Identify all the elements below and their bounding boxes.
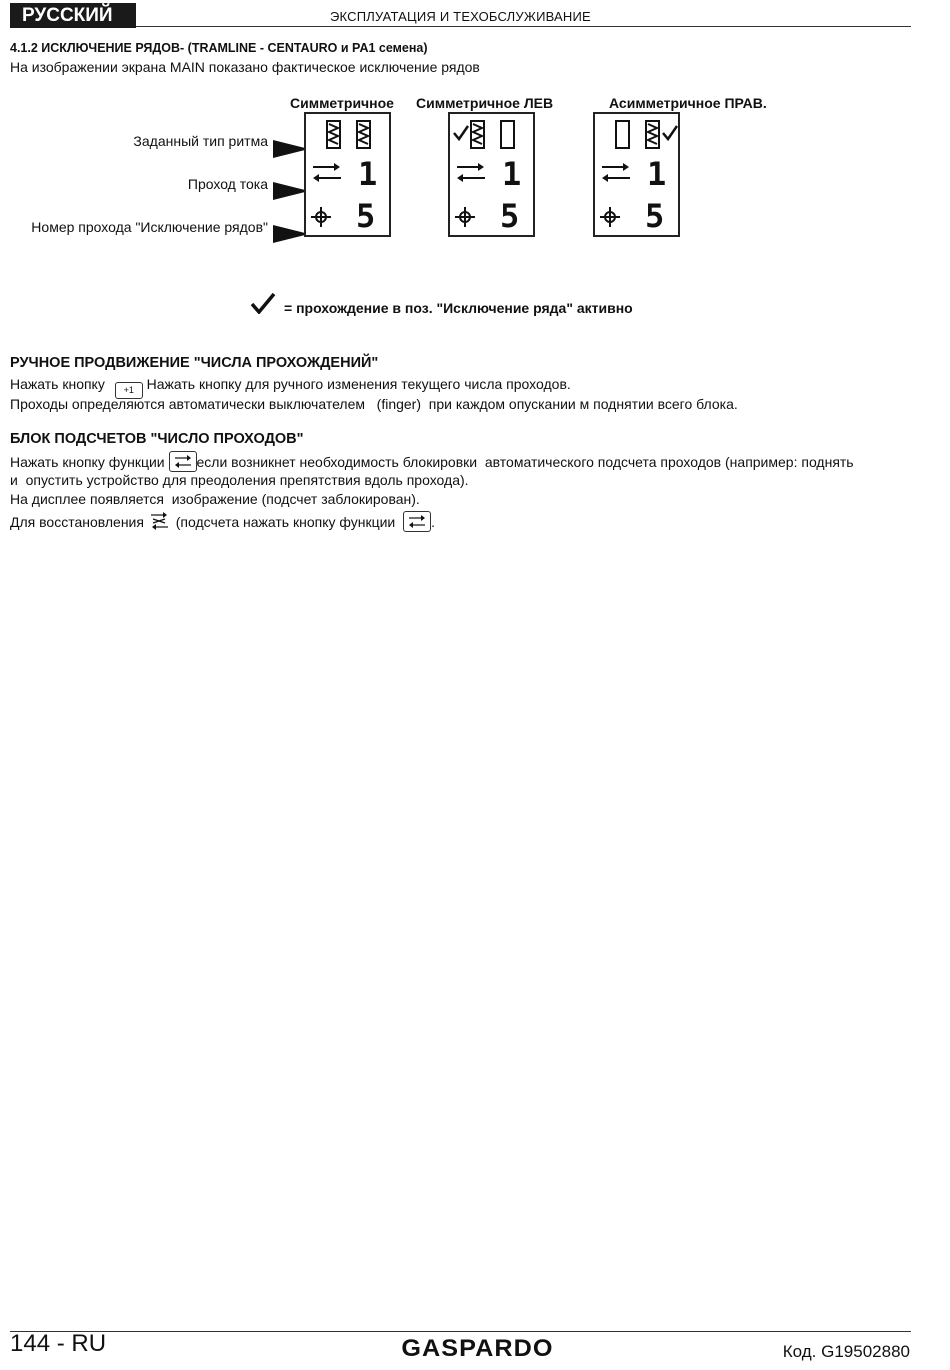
pattern-block-icon [645, 120, 661, 150]
language-tab: РУССКИЙ [10, 3, 136, 28]
section-title: 4.1.2 ИСКЛЮЧЕНИЕ РЯДОВ- (TRAMLINE - CENTAURO и PA1 семена) [10, 41, 428, 55]
plus-one-key-label: +1 [123, 385, 134, 395]
pattern-block-icon [356, 120, 372, 150]
block-line4-start: Для восстановления [10, 514, 144, 530]
footer-divider [10, 1331, 911, 1332]
check-icon [452, 124, 470, 142]
arrows-swap-icon [404, 512, 430, 531]
header-divider [136, 26, 911, 27]
pass-value: 1 [358, 155, 378, 193]
block-line4-middle: (подсчета нажать кнопку функции [175, 514, 396, 530]
exclusion-value: 5 [645, 197, 665, 235]
block-line1-end: если возникнет необходимость блокировки автоматического подсчета проходов (например: поднять [196, 454, 854, 470]
pass-value: 1 [647, 155, 667, 193]
manual-advance-title: РУЧНОЕ ПРОДВИЖЕНИЕ "ЧИСЛА ПРОХОЖДЕНИЙ" [10, 355, 379, 371]
block-count-line4 [10, 510, 435, 532]
pass-value: 1 [502, 155, 522, 193]
exclusion-value: 5 [356, 197, 376, 235]
display-title-symmetric: Симметричное [290, 95, 394, 111]
check-icon [250, 292, 276, 314]
crosshair-icon [599, 206, 621, 228]
brand-logo: GASPARDO [401, 1335, 554, 1362]
crosshair-icon [310, 206, 332, 228]
block-count-line2: и опустить устройство для преодоления препятствия вдоль прохода). [10, 472, 469, 488]
page-number: 144 - RU [10, 1330, 107, 1357]
empty-block-icon [500, 120, 516, 150]
lcd-display-symmetric-left [448, 112, 535, 237]
block-line4-end: . [431, 514, 436, 530]
pass-key-icon [169, 451, 197, 472]
document-code: Код. G19502880 [782, 1342, 910, 1361]
block-count-title: БЛОК ПОДСЧЕТОВ "ЧИСЛО ПРОХОДОВ" [10, 431, 304, 447]
block-line1-start: Нажать кнопку функции [10, 454, 165, 470]
label-pass: Проход тока [187, 176, 268, 192]
check-icon [661, 124, 679, 142]
lcd-display-asymmetric-right [593, 112, 680, 237]
section-intro: На изображении экрана MAIN показано фактическое исключение рядов [10, 59, 480, 75]
lcd-display-symmetric [304, 112, 391, 237]
arrows-swap-icon [601, 161, 631, 185]
display-title-asymmetric-right: Асимметричное ПРАВ. [609, 95, 767, 111]
legend-text: = прохождение в поз. "Исключение ряда" активно [284, 300, 633, 316]
manual-line1-start: Нажать кнопку [10, 376, 105, 392]
exclusion-value: 5 [500, 197, 520, 235]
manual-advance-line2: Проходы определяются автоматически выключателем (finger) при каждом опускании м поднятии всего блока. [10, 396, 738, 412]
label-rhythm: Заданный тип ритма [133, 133, 268, 149]
block-count-line3: На дисплее появляется изображение (подсчет заблокирован). [10, 491, 420, 507]
label-exclusion-number: Номер прохода "Исключение рядов" [31, 219, 268, 235]
arrows-swap-icon [170, 452, 196, 471]
empty-block-icon [615, 120, 631, 150]
pass-key-icon [403, 511, 431, 532]
arrows-swap-icon [312, 161, 342, 185]
blocked-count-icon [148, 510, 172, 532]
pattern-block-icon [470, 120, 486, 150]
crosshair-icon [454, 206, 476, 228]
header-title: ЭКСПЛУАТАЦИЯ И ТЕХОБСЛУЖИВАНИЕ [330, 9, 591, 24]
block-count-line1 [10, 451, 854, 472]
manual-line1-end: Нажать кнопку для ручного изменения текущего числа проходов. [146, 376, 571, 392]
pattern-block-icon [326, 120, 342, 150]
arrows-swap-icon [456, 161, 486, 185]
display-title-symmetric-left: Симметричное ЛЕВ [416, 95, 554, 111]
